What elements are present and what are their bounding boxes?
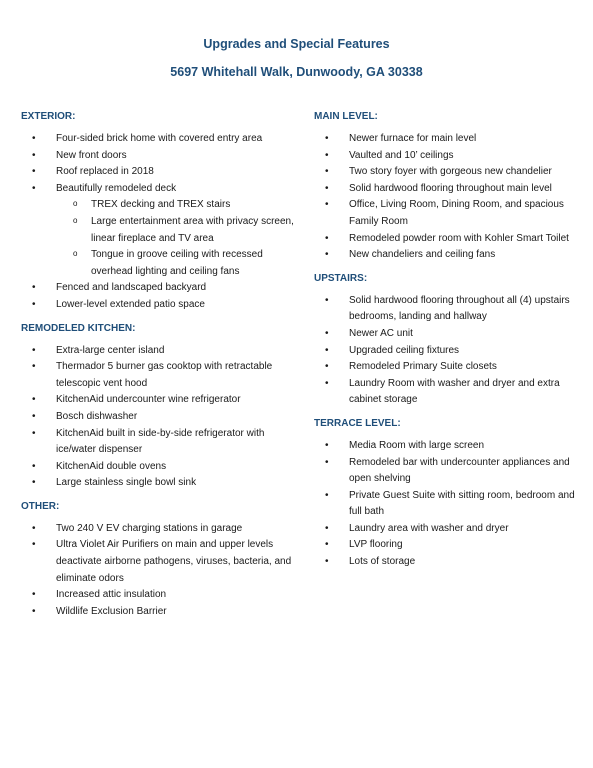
- list-item: • Wildlife Exclusion Barrier: [21, 604, 296, 621]
- list-item: • Remodeled Primary Suite closets: [314, 359, 584, 376]
- section-exterior: [21, 111, 296, 314]
- list-item: • KitchenAid built in side-by-side refrigerator with ice/water dispenser: [21, 426, 296, 459]
- list-item: • Private Guest Suite with sitting room, bedroom and full bath: [314, 488, 584, 521]
- list-item: • Laundry Room with washer and dryer and extra cabinet storage: [314, 376, 584, 409]
- section-upstairs: [314, 273, 584, 409]
- section-heading: EXTERIOR:: [21, 111, 76, 122]
- list-item: • Solid hardwood flooring throughout all (4) upstairs bedrooms, landing and hallway: [314, 293, 584, 326]
- feature-list: [21, 343, 296, 492]
- list-item: • Beautifully remodeled deck: [21, 181, 296, 198]
- list-item: • New front doors: [21, 148, 296, 165]
- section-main-level: [314, 111, 584, 264]
- list-item: • Two story foyer with gorgeous new chandelier: [314, 164, 584, 181]
- list-item: • Newer AC unit: [314, 326, 584, 343]
- list-item: • Two 240 V EV charging stations in garage: [21, 521, 296, 538]
- list-item: • Remodeled powder room with Kohler Smart Toilet: [314, 231, 584, 248]
- list-item: • Lower-level extended patio space: [21, 297, 296, 314]
- list-item: • Lots of storage: [314, 554, 584, 571]
- list-item: • KitchenAid undercounter wine refrigerator: [21, 392, 296, 409]
- feature-list: [314, 438, 584, 571]
- list-item: • Office, Living Room, Dining Room, and spacious Family Room: [314, 197, 584, 230]
- list-item: • Remodeled bar with undercounter appliances and open shelving: [314, 455, 584, 488]
- right-column: [314, 111, 584, 580]
- section-heading: MAIN LEVEL:: [314, 111, 378, 122]
- list-item: • Extra-large center island: [21, 343, 296, 360]
- page-title: Upgrades and Special Features: [203, 37, 390, 51]
- sub-list-item: o Large entertainment area with privacy screen, linear fireplace and TV area: [21, 214, 296, 247]
- left-column: [21, 111, 296, 629]
- list-item: • Media Room with large screen: [314, 438, 584, 455]
- list-item: • Increased attic insulation: [21, 587, 296, 604]
- list-item: • Newer furnace for main level: [314, 131, 584, 148]
- section-heading: OTHER:: [21, 500, 60, 512]
- sub-list-item: o TREX decking and TREX stairs: [21, 197, 296, 214]
- property-address: 5697 Whitehall Walk, Dunwoody, GA 30338: [170, 65, 423, 79]
- section-heading: UPSTAIRS:: [314, 272, 368, 284]
- sub-list-item: o Tongue in groove ceiling with recessed overhead lighting and ceiling fans: [21, 247, 296, 280]
- list-item: • Bosch dishwasher: [21, 409, 296, 426]
- list-item: • New chandeliers and ceiling fans: [314, 247, 584, 264]
- list-item: • Roof replaced in 2018: [21, 164, 296, 181]
- list-item: • Vaulted and 10’ ceilings: [314, 148, 584, 165]
- list-item: • Solid hardwood flooring throughout main level: [314, 181, 584, 198]
- feature-list: [314, 293, 584, 409]
- section-remodeled-kitchen: [21, 323, 296, 492]
- feature-list: [314, 131, 584, 264]
- list-item: • Upgraded ceiling fixtures: [314, 343, 584, 360]
- list-item: • Laundry area with washer and dryer: [314, 521, 584, 538]
- section-other: [21, 501, 296, 621]
- feature-list: [21, 521, 296, 621]
- feature-list: [21, 131, 296, 197]
- list-item: • KitchenAid double ovens: [21, 459, 296, 476]
- section-terrace-level: [314, 418, 584, 571]
- deck-sublist: [21, 197, 296, 280]
- list-item: • Large stainless single bowl sink: [21, 475, 296, 492]
- list-item: • Fenced and landscaped backyard: [21, 280, 296, 297]
- section-heading: REMODELED KITCHEN:: [21, 322, 136, 334]
- list-item: • LVP flooring: [314, 537, 584, 554]
- feature-list: [21, 280, 296, 313]
- list-item: • Four-sided brick home with covered entry area: [21, 131, 296, 148]
- list-item: • Thermador 5 burner gas cooktop with retractable telescopic vent hood: [21, 359, 296, 392]
- section-heading: TERRACE LEVEL:: [314, 417, 401, 429]
- list-item: • Ultra Violet Air Purifiers on main and upper levels deactivate airborne pathogens, viruses, bacteria, and eliminate odors: [21, 537, 296, 587]
